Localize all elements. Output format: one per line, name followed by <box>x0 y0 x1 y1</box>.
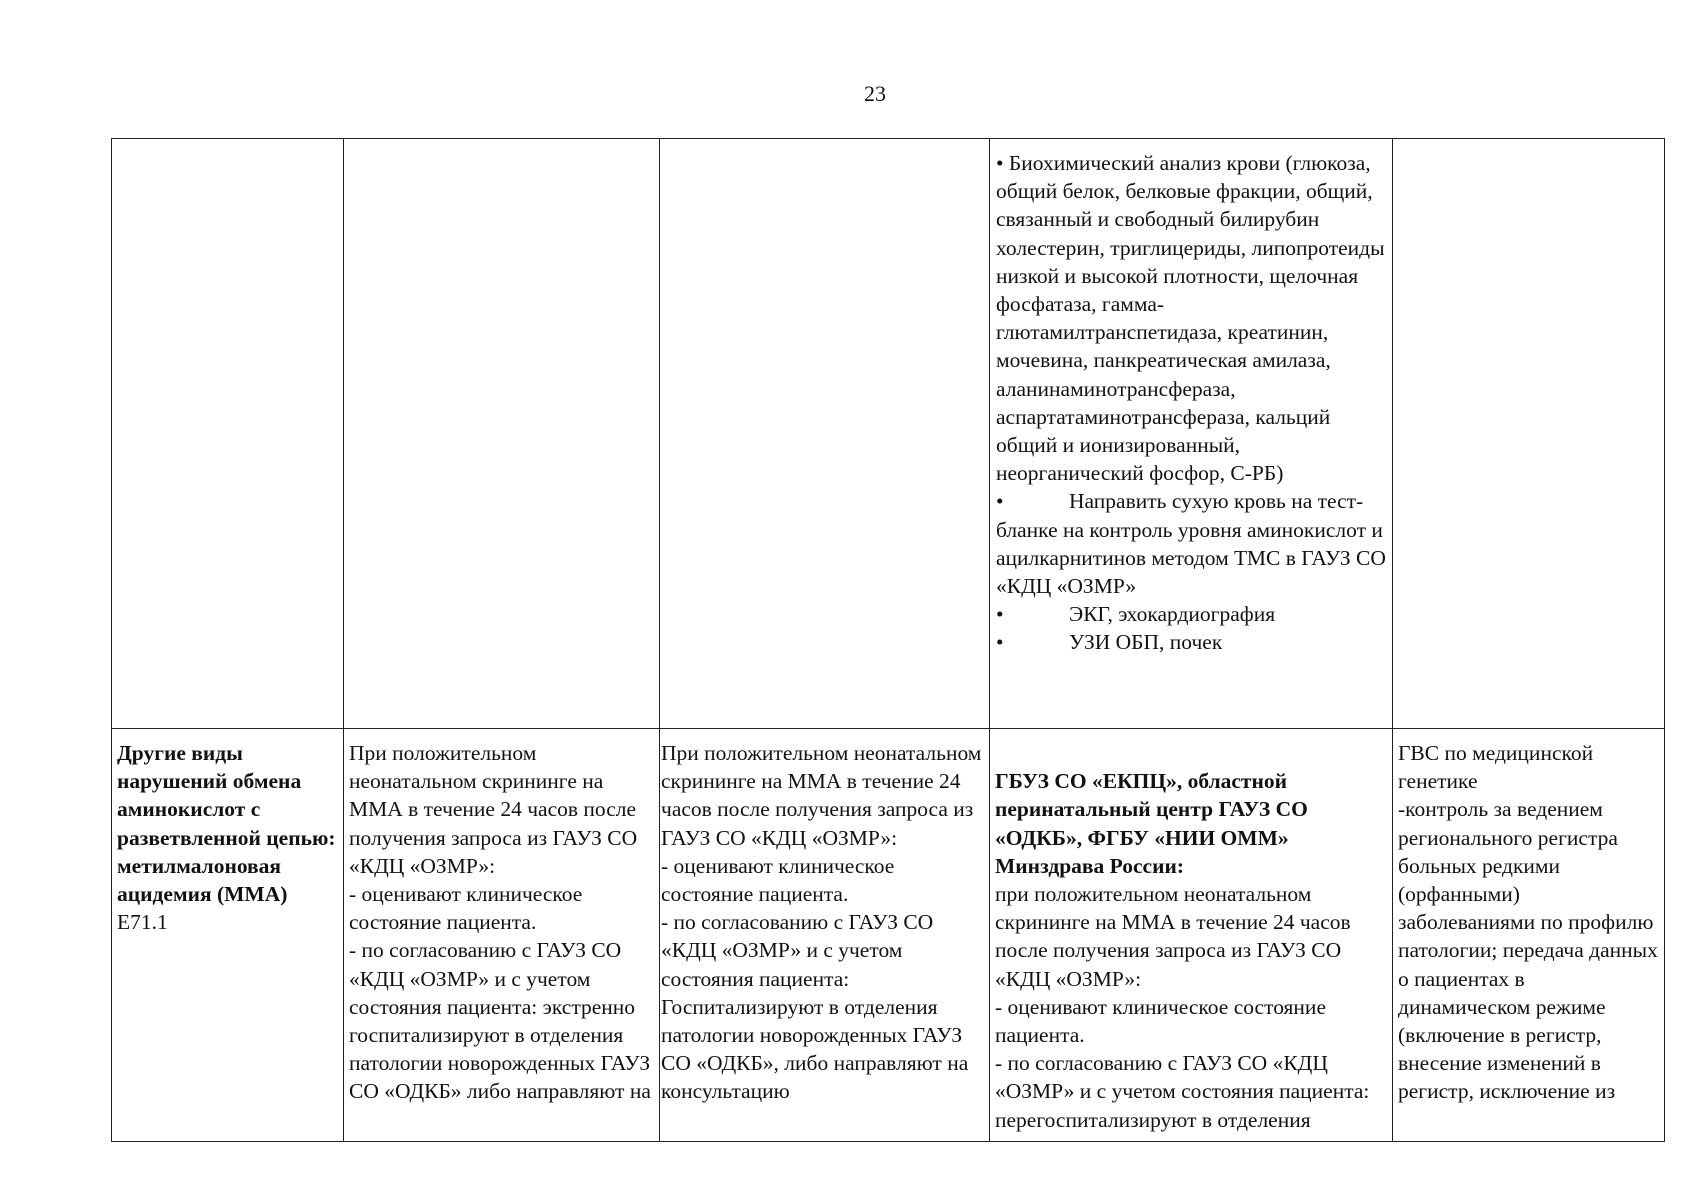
table-row <box>112 729 1665 1142</box>
table-cell-level-3 <box>990 139 1393 729</box>
document-table <box>111 138 1665 1142</box>
table-cell-registry <box>1393 139 1665 729</box>
disease-code: E71.1 <box>117 910 168 935</box>
table-cell-registry: ГВС по медицинской генетике -контроль за ведением регионального регистра больных редкими (орфанными) заболеваниями по профилю патологии; передача данных о пациентах в динамическом режиме (включение в регистр, внесение изменений в регистр, исключение из <box>1393 729 1665 1142</box>
list-item: • УЗИ ОБП, почек <box>996 630 1223 655</box>
disease-name: Другие виды нарушений обмена аминокислот с разветвленной цепью: метилмалоновая ацидемия (ММА) <box>117 741 336 907</box>
table-cell-disease <box>112 139 344 729</box>
table-cell-level-2: При положительном неонатальном скрининге на ММА в течение 24 часов после получения запроса из ГАУЗ СО «КДЦ «ОЗМР»: - оценивают клиническое состояние пациента. - по согласованию с ГАУЗ СО «КДЦ «ОЗМР» и с учетом состояния пациента: Госпитализируют в отделения патологии новорожденных ГАУЗ СО «ОДКБ», либо направляют на консультацию <box>660 729 990 1142</box>
biochemistry-text: • Биохимический анализ крови (глюкоза, общий белок, белковые фракции, общий, связанный и свободный билирубин холестерин, триглицериды, липопротеиды низкой и высокой плотности, щелочная фосфатаза, гамма-глютамилтранспетидаза, креатинин, мочевина, панкреатическая амилаза, аланинаминотрансфераза, аспартатаминотрансфераза, кальций общий и ионизированный, неорганический фосфор, С-РБ) <box>996 151 1385 486</box>
table-row <box>112 139 1665 729</box>
list-item: • ЭКГ, эхокардиография <box>996 602 1276 627</box>
table-cell-disease <box>112 729 344 1142</box>
page-number: 23 <box>864 81 886 106</box>
list-item: • Направить сухую кровь на тест-бланке на контроль уровня аминокислот и ацилкарнитинов методом ТМС в ГАУЗ СО «КДЦ «ОЗМР» <box>996 489 1386 599</box>
table-cell-level-2 <box>660 139 990 729</box>
table-cell-level-1: При положительном неонатальном скрининге на ММА в течение 24 часов после получения запроса из ГАУЗ СО «КДЦ «ОЗМР»: - оценивают клиническое состояние пациента. - по согласованию с ГАУЗ СО «КДЦ «ОЗМР» и с учетом состояния пациента: экстренно госпитализируют в отделения патологии новорожденных ГАУЗ СО «ОДКБ» либо направляют на <box>344 729 660 1142</box>
table-cell-level-3 <box>990 729 1393 1142</box>
institutions-heading: ГБУЗ СО «ЕКПЦ», областной перинатальный центр ГАУЗ СО «ОДКБ», ФГБУ «НИИ ОММ» Минздрава России: <box>995 769 1308 878</box>
institutions-text: при положительном неонатальном скрининге на ММА в течение 24 часов после получения запроса из ГАУЗ СО «КДЦ «ОЗМР»: - оценивают клиническое состояние пациента. - по согласованию с ГАУЗ СО «КДЦ «ОЗМР» и с учетом состояния пациента: перегоспитализируют в отделения <box>995 882 1370 1132</box>
table-cell-level-1 <box>344 139 660 729</box>
